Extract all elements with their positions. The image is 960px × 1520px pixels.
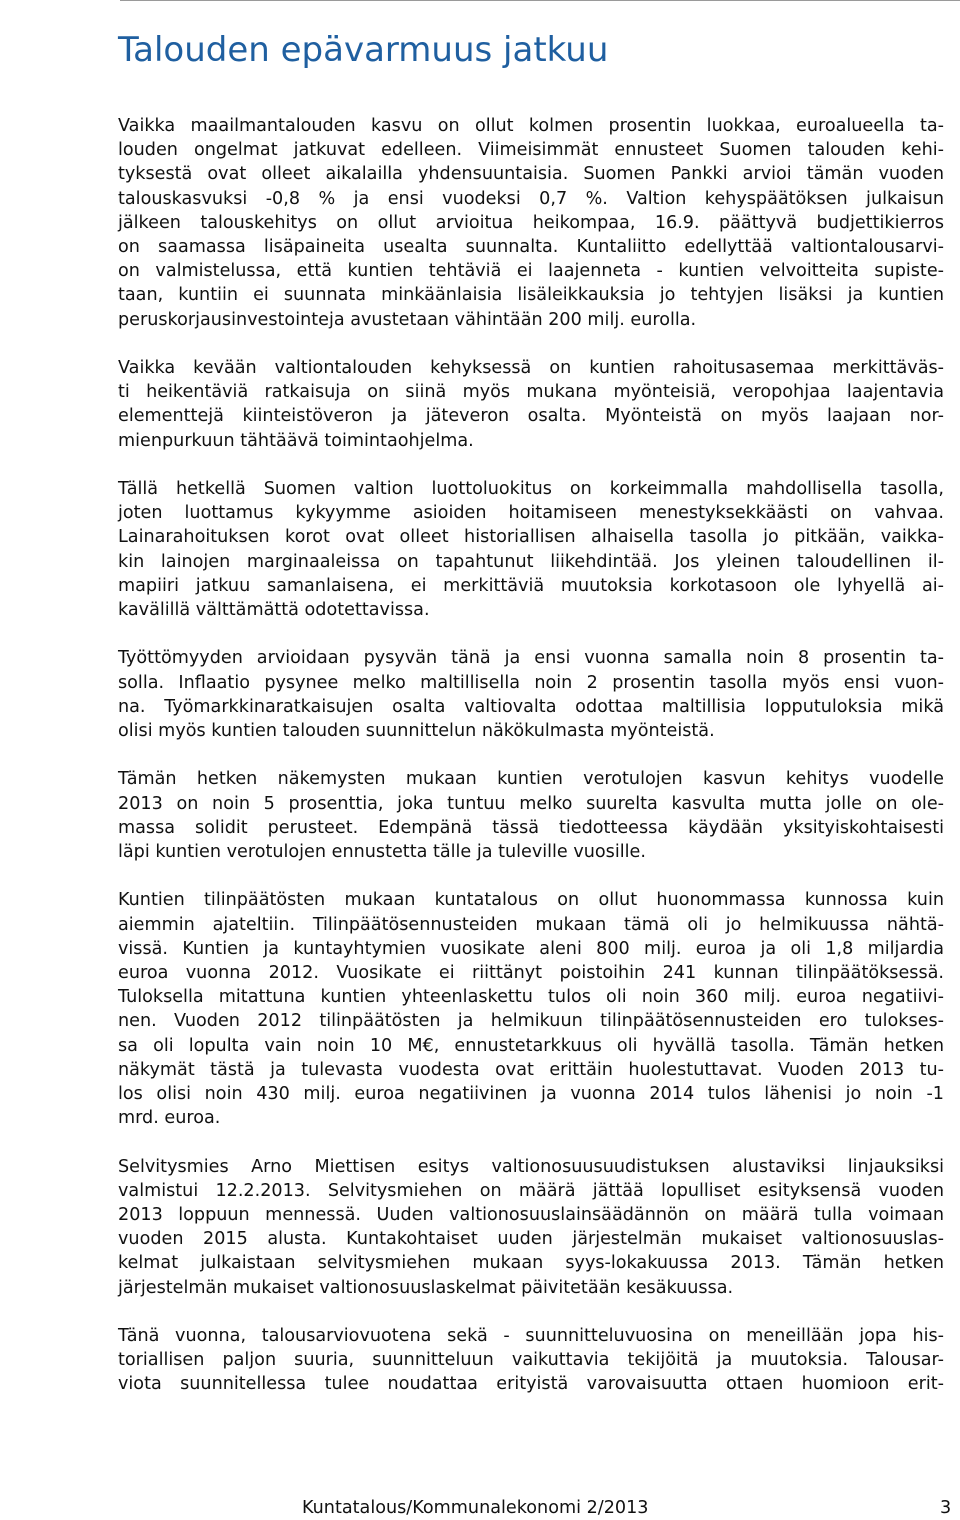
- page-footer: [0, 1496, 960, 1520]
- paragraph-line: olisi myös kuntien talouden suunnittelun näkökulmasta myönteistä.: [118, 721, 715, 742]
- paragraph-line: toriallisen paljon suuria, suunnitteluun vaikuttavia tekijöitä ja muutoksia. Talousar-: [118, 1350, 944, 1371]
- paragraph-line: vuoden 2015 alusta. Kuntakohtaiset uuden järjestelmän mukaiset valtionosuuslas-: [118, 1229, 944, 1250]
- paragraph-line: elementtejä kiinteistöveron ja jäteveron osalta. Myönteistä on myös laajaan nor-: [118, 406, 944, 427]
- paragraph: [118, 477, 944, 622]
- paragraph-line: Työttömyyden arvioidaan pysyvän tänä ja ensi vuonna samalla noin 8 prosentin ta-: [118, 648, 944, 669]
- paragraph-line: louden ongelmat jatkuvat edelleen. Viimeisimmät ennusteet Suomen talouden kehi-: [118, 140, 944, 161]
- footer-publication: Kuntatalous/Kommunalekonomi 2/2013: [302, 1498, 649, 1518]
- paragraph-line: Kuntien tilinpäätösten mukaan kuntatalous on ollut huonommassa kunnossa kuin: [118, 890, 944, 911]
- paragraph-line: Vaikka maailmantalouden kasvu on ollut kolmen prosentin luokkaa, euroalueella ta-: [118, 116, 944, 136]
- paragraph-line: Tuloksella mitattuna kuntien yhteenlaskettu tulos oli noin 360 milj. euroa negatiivi-: [118, 987, 944, 1008]
- paragraph-line: Tällä hetkellä Suomen valtion luottoluokitus on korkeimmalla mahdollisella tasolla,: [118, 479, 944, 500]
- paragraph-line: valmistui 12.2.2013. Selvitysmiehen on määrä jättää lopulliset esityksensä vuoden: [118, 1180, 944, 1201]
- paragraph-line: on saamassa lisäpaineita usealta suunnalta. Kuntaliitto edellyttää valtiontalousarvi-: [118, 237, 944, 258]
- paragraph-line: los olisi noin 430 milj. euroa negatiivinen ja vuonna 2014 tulos lähenisi jo noin -1: [118, 1084, 944, 1105]
- paragraph-line: mrd. euroa.: [118, 1108, 221, 1129]
- paragraph-line: Lainarahoituksen korot ovat olleet historiallisen alhaisella tasolla jo pitkään, vaikka-: [118, 527, 944, 548]
- paragraph-line: taan, kuntiin ei suunnata minkäänlaisia lisäleikkauksia jo tehtyjen lisäksi ja kuntien: [118, 285, 944, 306]
- page-title: Talouden epävarmuus jatkuu: [118, 30, 609, 70]
- paragraph-line: mapiiri jatkuu samanlaisena, ei merkittäviä muutoksia korkotasoon ole lyhyellä ai-: [118, 575, 944, 596]
- page-number: 3: [940, 1498, 952, 1518]
- paragraph-line: peruskorjausinvestointeja avustetaan vähintään 200 milj. eurolla.: [118, 309, 697, 330]
- paragraph-line: Tämän hetken näkemysten mukaan kuntien verotulojen kasvun kehitys vuodelle: [118, 769, 944, 790]
- paragraph: [118, 114, 944, 332]
- paragraph-line: on valmistelussa, että kuntien tehtäviä ei laajenneta - kuntien velvoitteita supiste-: [118, 261, 944, 282]
- paragraph-line: kelmat julkaistaan selvitysmiehen mukaan syys-lokakuussa 2013. Tämän hetken: [118, 1253, 944, 1274]
- paragraph-line: solla. Inflaatio pysynee melko maltillisella noin 2 prosentin tasolla myös ensi vuon-: [118, 672, 944, 693]
- paragraph: [118, 646, 944, 743]
- paragraph-line: 2013 on noin 5 prosenttia, joka tuntuu melko suurelta kasvulta mutta jolle on ole-: [118, 793, 944, 814]
- paragraph-line: tyksestä ovat olleet aikalailla yhdensuuntaisia. Suomen Pankki arvioi tämän vuoden: [118, 164, 944, 185]
- paragraph-line: näkymät tästä ja tulevasta vuodesta ovat erittäin huolestuttavat. Vuoden 2013 tu-: [118, 1059, 944, 1080]
- paragraph-line: Vaikka kevään valtiontalouden kehyksessä on kuntien rahoitusasemaa merkittäväs-: [118, 358, 944, 379]
- paragraph-line: euroa vuonna 2012. Vuosikate ei riittänyt poistoihin 241 kunnan tilinpäätöksessä.: [118, 963, 944, 984]
- paragraph-line: jälkeen talouskehitys on ollut arvioitua heikompaa, 16.9. päättyvä budjettikierros: [118, 212, 944, 233]
- paragraph-line: joten luottamus kykyymme asioiden hoitamiseen menestyksekkäästi on vahvaa.: [118, 503, 944, 524]
- paragraph: [118, 356, 944, 453]
- paragraph-line: massa solidit perusteet. Edempänä tässä tiedotteessa käydään yksityiskohtaisesti: [118, 817, 944, 838]
- paragraph-line: 2013 loppuun mennessä. Uuden valtionosuuslainsäädännön on määrä tulla voimaan: [118, 1205, 944, 1226]
- paragraph-line: viota suunnitellessa tulee noudattaa erityistä varovaisuutta ottaen huomioon erit-: [118, 1374, 944, 1395]
- paragraph-line: talouskasvuksi -0,8 % ja ensi vuodeksi 0,7 %. Valtion kehyspäätöksen julkaisun: [118, 188, 944, 209]
- paragraph-line: aiemmin ajateltiin. Tilinpäätösennusteiden mukaan tämä oli jo helmikuussa nähtä-: [118, 914, 944, 935]
- paragraph-line: vissä. Kuntien ja kuntayhtymien vuosikate aleni 800 milj. euroa ja oli 1,8 miljardia: [118, 938, 944, 959]
- paragraph: [118, 1155, 944, 1300]
- article-body: [118, 114, 944, 1421]
- paragraph: [118, 767, 944, 864]
- paragraph-line: Selvitysmies Arno Miettisen esitys valtionosuusuudistuksen alustaviksi linjauksiksi: [118, 1156, 944, 1177]
- paragraph: [118, 1324, 944, 1397]
- paragraph-line: ti heikentäviä ratkaisuja on siinä myös mukana myönteisiä, veropohjaa laajentavia: [118, 382, 944, 403]
- paragraph-line: kavälillä välttämättä odotettavissa.: [118, 600, 430, 621]
- paragraph-line: mienpurkuun tähtäävä toimintaohjelma.: [118, 430, 474, 451]
- paragraph-line: järjestelmän mukaiset valtionosuuslaskelmat päivitetään kesäkuussa.: [118, 1277, 734, 1298]
- header-rule: [120, 0, 960, 1]
- paragraph-line: na. Työmarkkinaratkaisujen osalta valtiovalta odottaa maltillisia lopputuloksia mikä: [118, 696, 944, 717]
- paragraph: [118, 888, 944, 1130]
- paragraph-line: läpi kuntien verotulojen ennustetta tälle ja tuleville vuosille.: [118, 842, 646, 863]
- paragraph-line: kin lainojen marginaaleissa on tapahtunut liikehdintää. Jos yleinen taloudellinen il-: [118, 551, 944, 572]
- paragraph-line: Tänä vuonna, talousarviovuotena sekä - suunnitteluvuosina on meneillään jopa his-: [118, 1326, 944, 1347]
- paragraph-line: nen. Vuoden 2012 tilinpäätösten ja helmikuun tilinpäätösennusteiden ero tulokses-: [118, 1011, 944, 1032]
- paragraph-line: sa oli lopulta vain noin 10 M€, ennustetarkkuus oli hyvällä tasolla. Tämän hetken: [118, 1035, 944, 1056]
